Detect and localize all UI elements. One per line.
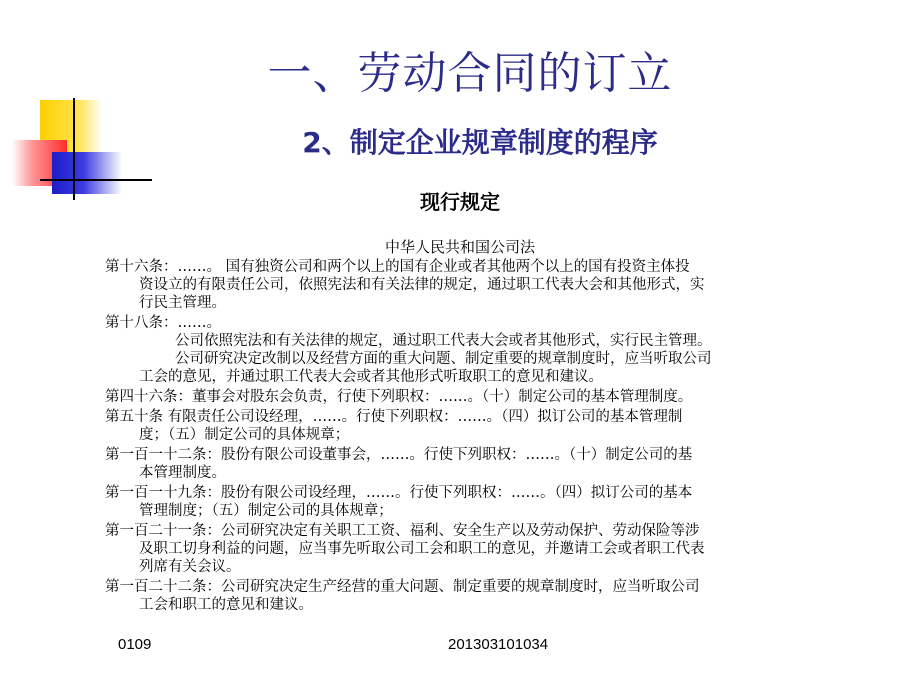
article-line: 工会的意见，并通过职工代表大会或者其他形式听取职工的意见和建议。 <box>139 369 603 385</box>
section-title: 现行规定 <box>420 190 500 214</box>
article-line: 列席有关会议。 <box>139 559 241 575</box>
article-line: 管理制度；（五）制定公司的具体规章； <box>139 503 393 519</box>
article-line: 及职工切身利益的问题，应当事先听取公司工会和职工的意见，并邀请工会或者职工代表 <box>139 541 705 557</box>
decor-blue-square <box>52 152 122 194</box>
article-46 <box>105 388 845 406</box>
article-line: 工会和职工的意见和建议。 <box>139 597 313 613</box>
article-line: 第一百一十九条：股份有限公司设经理，……。行使下列职权：……。（四）拟订公司的基本 <box>105 485 693 501</box>
slide-subtitle: 2、制定企业规章制度的程序 <box>302 126 658 159</box>
article-line: 第一百二十一条：公司研究决定有关职工工资、福利、安全生产以及劳动保护、劳动保险等涉 <box>105 523 700 539</box>
footer-code: 0109 <box>118 636 152 653</box>
article-122 <box>105 578 845 614</box>
article-line: 度；（五）制定公司的具体规章； <box>139 427 350 443</box>
articles-body <box>105 258 845 616</box>
article-line: 第五十条 有限责任公司设经理，……。行使下列职权：……。（四）拟订公司的基本管理制 <box>105 409 683 425</box>
decor-horizontal-line <box>40 179 152 181</box>
article-line: 本管理制度。 <box>139 465 226 481</box>
article-50 <box>105 408 845 444</box>
slide-title: 一、劳动合同的订立 <box>267 48 673 99</box>
article-112 <box>105 446 845 482</box>
decor-vertical-line <box>73 98 75 200</box>
article-line: 公司依照宪法和有关法律的规定，通过职工代表大会或者其他形式，实行民主管理。 <box>175 333 712 349</box>
article-18 <box>105 314 845 386</box>
article-121 <box>105 522 845 576</box>
article-line: 行民主管理。 <box>139 295 226 311</box>
article-line: 公司研究决定改制以及经营方面的重大问题、制定重要的规章制度时，应当听取公司 <box>175 351 712 367</box>
article-line: 第一百二十二条：公司研究决定生产经营的重大问题、制定重要的规章制度时，应当听取公司 <box>105 579 700 595</box>
article-line: 第十八条：……。 <box>105 315 221 331</box>
footer-date-code: 201303101034 <box>448 636 549 653</box>
article-line: 第四十六条：董事会对股东会负责，行使下列职权：……。（十）制定公司的基本管理制度。 <box>105 389 693 405</box>
article-line: 资设立的有限责任公司，依照宪法和有关法律的规定，通过职工代表大会和其他形式，实 <box>139 277 705 293</box>
article-119 <box>105 484 845 520</box>
article-line: 第一百一十二条：股份有限公司设董事会，……。行使下列职权：……。（十）制定公司的基 <box>105 447 693 463</box>
article-16 <box>105 258 845 312</box>
article-line: 第十六条：……。 国有独资公司和两个以上的国有企业或者其他两个以上的国有投资主体投 <box>105 259 690 275</box>
law-name: 中华人民共和国公司法 <box>384 238 535 256</box>
